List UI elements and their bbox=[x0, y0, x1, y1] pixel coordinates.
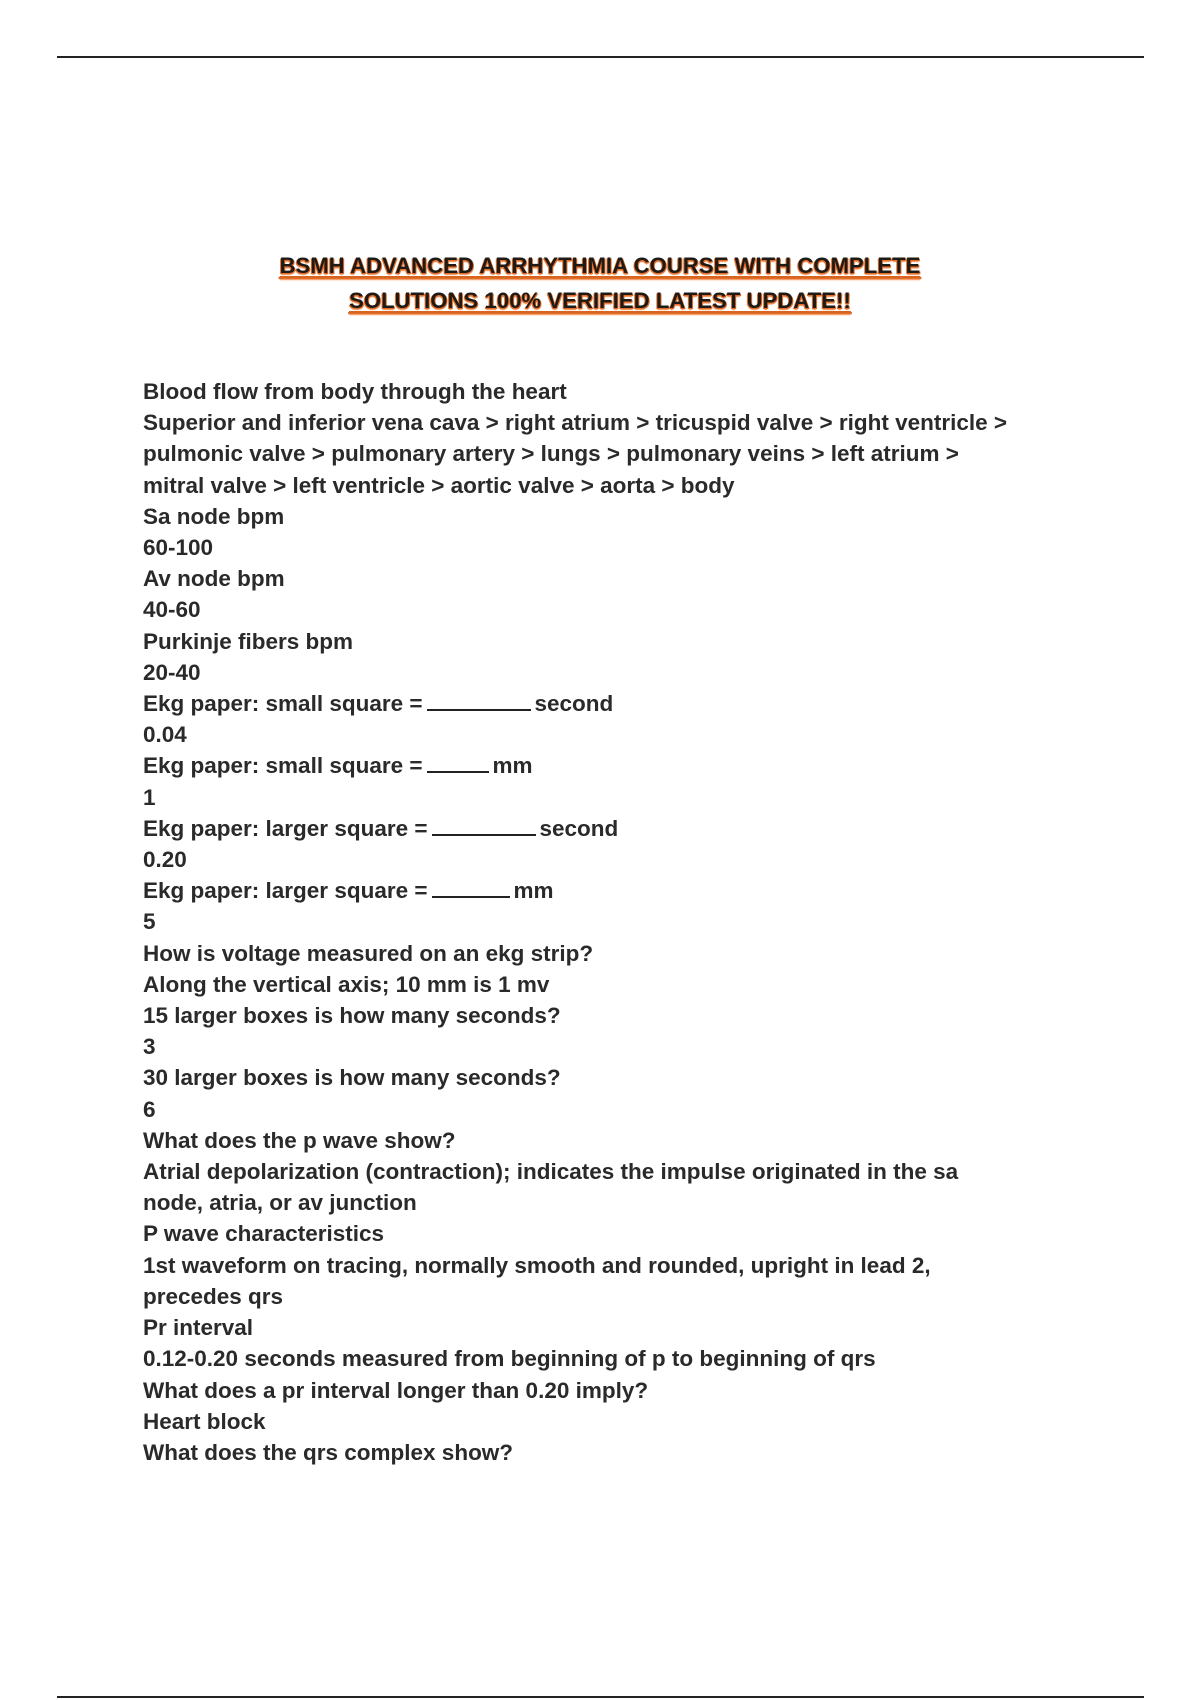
question-line: P wave characteristics bbox=[143, 1221, 384, 1247]
answer-line: Heart block bbox=[143, 1408, 266, 1434]
title-line-2: SOLUTIONS 100% VERIFIED LATEST UPDATE!! bbox=[349, 288, 851, 313]
answer-line: 0.20 bbox=[143, 847, 187, 873]
question-line: 30 larger boxes is how many seconds? bbox=[143, 1065, 561, 1091]
question-line: Pr interval bbox=[143, 1315, 254, 1341]
flashcard-content bbox=[143, 376, 1093, 1468]
question-suffix: second bbox=[539, 815, 619, 841]
answer-line: node, atria, or av junction bbox=[143, 1190, 417, 1216]
question-prefix: Ekg paper: small square = bbox=[143, 753, 423, 779]
answer-line: 1st waveform on tracing, normally smooth and rounded, upright in lead 2, bbox=[143, 1252, 931, 1278]
answer-line: Atrial depolarization (contraction); indicates the impulse originated in the sa bbox=[143, 1159, 959, 1185]
question-prefix: Ekg paper: small square = bbox=[143, 691, 423, 717]
question-prefix: Ekg paper: larger square = bbox=[143, 878, 428, 904]
question-line-with-blank bbox=[143, 813, 1093, 844]
question-prefix: Ekg paper: larger square = bbox=[143, 815, 428, 841]
question-line-with-blank bbox=[143, 875, 1093, 906]
answer-line: 0.12-0.20 seconds measured from beginning of p to beginning of qrs bbox=[143, 1346, 876, 1372]
question-line: Av node bpm bbox=[143, 566, 285, 592]
fill-in-blank bbox=[427, 691, 531, 711]
question-line: Blood flow from body through the heart bbox=[143, 379, 567, 404]
question-line: Sa node bpm bbox=[143, 503, 285, 529]
question-suffix: mm bbox=[513, 878, 554, 904]
answer-line: mitral valve > left ventricle > aortic valve > aorta > body bbox=[143, 472, 735, 498]
question-suffix: second bbox=[534, 691, 614, 717]
answer-line: 3 bbox=[143, 1034, 156, 1060]
top-divider bbox=[57, 56, 1144, 58]
answer-line: pulmonic valve > pulmonary artery > lungs > pulmonary veins > left atrium > bbox=[143, 441, 959, 467]
question-line: Purkinje fibers bpm bbox=[143, 628, 354, 654]
answer-line: precedes qrs bbox=[143, 1283, 284, 1309]
question-suffix: mm bbox=[492, 753, 533, 779]
answer-line: 40-60 bbox=[143, 597, 201, 623]
question-line: 15 larger boxes is how many seconds? bbox=[143, 1003, 561, 1029]
answer-line: 20-40 bbox=[143, 659, 201, 685]
question-line: How is voltage measured on an ekg strip? bbox=[143, 940, 594, 966]
fill-in-blank bbox=[432, 816, 536, 836]
answer-line: 5 bbox=[143, 909, 156, 935]
question-line: What does the qrs complex show? bbox=[143, 1439, 514, 1465]
question-line-with-blank bbox=[143, 750, 1093, 781]
question-line-with-blank bbox=[143, 688, 1093, 719]
answer-line: Along the vertical axis; 10 mm is 1 mv bbox=[143, 971, 550, 997]
answer-line: 6 bbox=[143, 1096, 156, 1122]
fill-in-blank bbox=[432, 878, 510, 898]
document-title bbox=[0, 248, 1200, 318]
answer-line: 60-100 bbox=[143, 535, 214, 561]
question-line: What does a pr interval longer than 0.20 imply? bbox=[143, 1377, 649, 1403]
answer-line: 1 bbox=[143, 784, 156, 810]
fill-in-blank bbox=[427, 753, 489, 773]
answer-line: 0.04 bbox=[143, 722, 187, 748]
question-line: What does the p wave show? bbox=[143, 1127, 456, 1153]
answer-line: Superior and inferior vena cava > right atrium > tricuspid valve > right ventricle > bbox=[143, 410, 1008, 436]
bottom-divider bbox=[57, 1696, 1144, 1698]
title-line-1: BSMH ADVANCED ARRHYTHMIA COURSE WITH COMPLETE bbox=[279, 253, 921, 278]
